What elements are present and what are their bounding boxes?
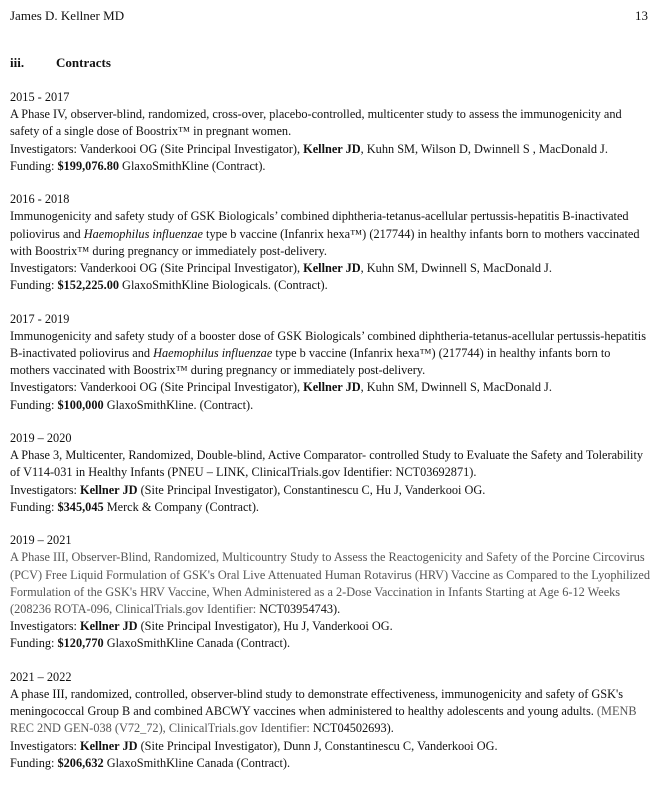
funding-source: GlaxoSmithKline (Contract). [118,158,266,173]
investigators-suffix: , Kuhn SM, Dwinnell S, MacDonald J. [360,261,552,276]
section-heading [10,55,111,71]
contract-funding [10,397,650,414]
funding-source: GlaxoSmithKline Biologicals. (Contract). [118,278,328,293]
contract-funding [10,158,650,175]
contract-years: 2021 – 2022 [10,669,72,684]
contract-investigators [10,738,650,755]
funding-label: Funding: [10,158,58,173]
investigator-highlight: Kellner JD [303,380,361,395]
investigators-prefix: Investigators: Vanderkooi OG (Site Principal Investigator), [10,380,304,395]
funding-amount: $152,225.00 [57,278,119,293]
contract-title [10,686,650,738]
contract-entry [10,191,650,294]
contract-entry [10,89,650,175]
investigator-highlight: Kellner JD [80,738,138,753]
funding-label: Funding: [10,636,58,651]
title-italic: Haemophilus influenzae [153,346,273,361]
funding-source: GlaxoSmithKline Canada (Contract). [103,636,291,651]
funding-amount: $120,770 [57,636,104,651]
investigators-suffix: (Site Principal Investigator), Hu J, Vanderkooi OG. [137,619,393,634]
funding-amount: $199,076.80 [57,158,119,173]
contract-funding [10,635,650,652]
investigators-suffix: , Kuhn SM, Dwinnell S, MacDonald J. [360,380,552,395]
investigators-prefix: Investigators: Vanderkooi OG (Site Principal Investigator), [10,141,304,156]
contract-funding [10,499,650,516]
funding-amount: $345,045 [57,499,104,514]
contract-investigators [10,379,650,396]
contract-entry [10,430,650,516]
contract-years: 2016 - 2018 [10,192,70,207]
title-part: Immunogenicity and safety study of GSK Biologicals’ combined diphtheria-tetanus-acellular pertussis-hepatitis B-inactivated poliovirus and [10,209,629,241]
title-part: Immunogenicity and safety study of a booster dose of GSK Biologicals’ combined diphtheria-tetanus-acellular pertussis-hepatitis B-inactivated poliovirus and [10,328,646,361]
investigators-suffix: (Site Principal Investigator), Constantinescu C, Hu J, Vanderkooi OG. [137,482,486,497]
contract-entry [10,532,650,652]
contract-years: 2019 – 2020 [10,431,72,446]
contract-title: A Phase 3, Multicenter, Randomized, Double-blind, Active Comparator- controlled Study to Evaluate the Safety and Tolerability of V114-031 in Healthy Infants (PNEU – LINK, ClinicalTrials.gov Identifier: NCT03692871). [10,448,644,480]
title-part: type b vaccine (Infanrix hexa™) (217744) in healthy infants born to mothers vaccinated with Boostrix™ during pregnancy or immediately post-delivery. [10,226,640,258]
contract-years: 2015 - 2017 [10,90,70,104]
title-part: type b vaccine (Infanrix hexa™) (217744) in healthy infants born to mothers vaccinated with Boostrix™ during pregnancy or immediately post-delivery. [10,346,611,378]
contract-title: A Phase IV, observer-blind, randomized, cross-over, placebo-controlled, multicenter study to assess the immunogenicity and safety of a single dose of Boostrix™ in pregnant women. [10,107,622,139]
contract-years: 2017 - 2019 [10,311,70,326]
title-part: NCT04502693). [312,721,394,736]
contract-years: 2019 – 2021 [10,533,72,548]
title-part: A phase III, randomized, controlled, observer-blind study to demonstrate effectiveness, immunogenicity and safety of GSK's meningococcal Group B and combined ABCWY vaccines when administered to healthy adolescents and young adults. [10,687,624,719]
investigator-highlight: Kellner JD [303,261,361,276]
contract-entry [10,669,650,772]
contract-funding [10,277,650,294]
investigators-prefix: Investigators: [10,738,81,753]
funding-amount: $100,000 [57,397,104,412]
investigators-prefix: Investigators: Vanderkooi OG (Site Principal Investigator), [10,261,304,276]
contract-investigators [10,618,650,635]
title-part: (MENB REC 2ND GEN-038 (V72_72), ClinicalTrials.gov Identifier: [10,704,637,736]
funding-label: Funding: [10,397,58,412]
header-name: James D. Kellner MD [10,8,125,23]
funding-label: Funding: [10,755,58,770]
contract-investigators [10,482,650,499]
contract-entry [10,311,650,414]
contract-title [10,549,650,618]
investigators-suffix: , Kuhn SM, Wilson D, Dwinnell S , MacDonald J. [360,141,608,156]
investigators-suffix: (Site Principal Investigator), Dunn J, Constantinescu C, Vanderkooi OG. [137,738,498,753]
funding-source: GlaxoSmithKline. (Contract). [103,397,254,412]
contracts-list [10,89,650,788]
section-numeral: iii. [10,55,25,70]
section-title: Contracts [56,55,111,70]
contract-funding [10,755,650,772]
contract-title [10,328,650,380]
funding-source: Merck & Company (Contract). [103,499,260,514]
investigators-prefix: Investigators: [10,482,81,497]
investigator-highlight: Kellner JD [80,619,138,634]
page-number: 13 [635,8,648,23]
investigator-highlight: Kellner JD [303,141,361,156]
title-italic: Haemophilus influenzae [83,226,203,241]
funding-label: Funding: [10,499,58,514]
investigators-prefix: Investigators: [10,619,81,634]
contract-investigators [10,141,650,158]
title-part: A Phase III, Observer-Blind, Randomized, Multicountry Study to Assess the Reactogenicity and Safety of the Porcine Circovirus (PCV) Free Liquid Formulation of GSK's Oral Live Attenuated Human Rotavirus (HRV) Vaccine as Compared to the Lyophilized Formulation of the GSK's HRV Vaccine, When Administered as a 2-Dose Vaccination in Infants Starting at Age 6-12 Weeks (208236 ROTA-096, ClinicalTrials.gov Identifier: [10,550,650,617]
investigator-highlight: Kellner JD [80,482,138,497]
funding-label: Funding: [10,278,58,293]
contract-title [10,208,650,260]
contract-investigators [10,260,650,277]
funding-source: GlaxoSmithKline Canada (Contract). [103,755,291,770]
title-part: NCT03954743). [259,602,341,617]
funding-amount: $206,632 [57,755,104,770]
